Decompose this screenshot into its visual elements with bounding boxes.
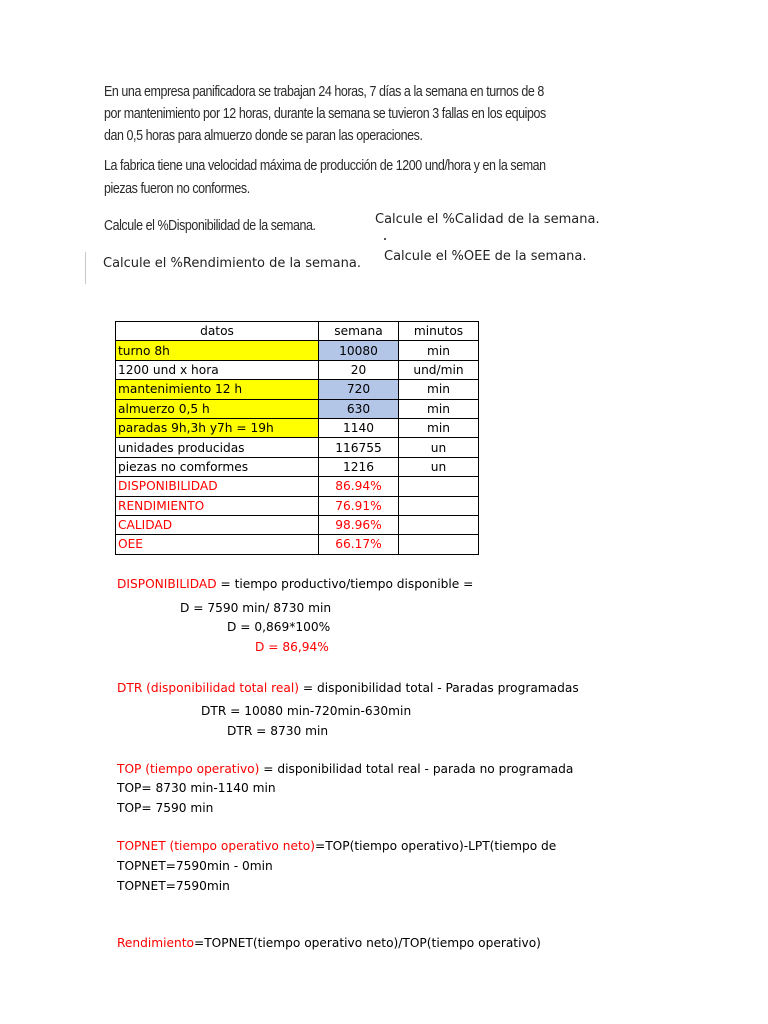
problem-statement — [104, 84, 546, 204]
disp-step-2: D = 0,869*100% — [227, 620, 331, 634]
topnet-definition: TOPNET (tiempo operativo neto)=TOP(tiempo operativo)-LPT(tiempo de — [117, 839, 557, 853]
row-unit: un — [399, 457, 479, 476]
row-unit: und/min — [399, 360, 479, 379]
row-label: 1200 und x hora — [116, 360, 319, 379]
table-row — [116, 438, 479, 457]
row-semana: 10080 — [319, 341, 399, 360]
disponibilidad-definition: DISPONIBILIDAD = tiempo productivo/tiempo disponible = — [117, 577, 474, 591]
row-label: RENDIMIENTO — [116, 496, 319, 515]
row-unit: min — [399, 399, 479, 418]
disp-result: D = 86,94% — [255, 640, 329, 654]
question-disponibilidad: Calcule el %Disponibilidad de la semana. — [104, 218, 316, 234]
topnet-step-2: TOPNET=7590min — [117, 879, 230, 893]
row-semana: 86.94% — [319, 477, 399, 496]
row-label: almuerzo 0,5 h — [116, 399, 319, 418]
row-label: OEE — [116, 535, 319, 554]
question-oee: Calcule el %OEE de la semana. — [384, 249, 587, 264]
table-row — [116, 360, 479, 379]
problem-line-1: En una empresa panificadora se trabajan 24 horas, 7 días a la semana en turnos de 8 — [104, 84, 544, 100]
table-row — [116, 496, 479, 515]
row-label: unidades producidas — [116, 438, 319, 457]
header-minutos: minutos — [399, 322, 479, 341]
table-header-row — [116, 322, 479, 341]
table-row — [116, 341, 479, 360]
rendimiento-term: Rendimiento — [117, 936, 194, 950]
row-label: DISPONIBILIDAD — [116, 477, 319, 496]
problem-line-2: por mantenimiento por 12 horas, durante la semana se tuvieron 3 fallas en los equipos — [104, 106, 546, 122]
table-row — [116, 418, 479, 437]
row-unit — [399, 515, 479, 534]
row-semana: 98.96% — [319, 515, 399, 534]
row-unit: min — [399, 418, 479, 437]
table-row — [116, 399, 479, 418]
dtr-definition: DTR (disponibilidad total real) = disponibilidad total - Paradas programadas — [117, 681, 579, 695]
rendimiento-definition: Rendimiento=TOPNET(tiempo operativo neto)/TOP(tiempo operativo) — [117, 936, 541, 950]
problem-line-3: dan 0,5 horas para almuerzo donde se paran las operaciones. — [104, 128, 423, 144]
row-semana: 1216 — [319, 457, 399, 476]
row-unit: min — [399, 341, 479, 360]
row-unit — [399, 535, 479, 554]
dtr-term: DTR (disponibilidad total real) — [117, 681, 300, 695]
header-datos: datos — [116, 322, 319, 341]
row-semana: 116755 — [319, 438, 399, 457]
row-unit — [399, 477, 479, 496]
data-table — [115, 321, 479, 555]
topnet-step-1: TOPNET=7590min - 0min — [117, 859, 273, 873]
row-semana: 720 — [319, 380, 399, 399]
table-row — [116, 380, 479, 399]
row-label: paradas 9h,3h y7h = 19h — [116, 418, 319, 437]
row-unit — [399, 496, 479, 515]
top-step-1: TOP= 8730 min-1140 min — [117, 781, 276, 795]
table-row — [116, 457, 479, 476]
header-semana: semana — [319, 322, 399, 341]
problem-line-4: La fabrica tiene una velocidad máxima de producción de 1200 und/hora y en la seman — [104, 158, 546, 174]
table-row — [116, 515, 479, 534]
dtr-step-2: DTR = 8730 min — [227, 724, 329, 738]
disponibilidad-term: DISPONIBILIDAD — [117, 577, 217, 591]
row-unit: un — [399, 438, 479, 457]
question-rendimiento: Calcule el %Rendimiento de la semana. — [103, 256, 361, 271]
topnet-term: TOPNET (tiempo operativo neto) — [117, 839, 315, 853]
row-label: turno 8h — [116, 341, 319, 360]
table-row — [116, 535, 479, 554]
top-definition: TOP (tiempo operativo) = disponibilidad total real - parada no programada — [117, 762, 574, 776]
dtr-step-1: DTR = 10080 min-720min-630min — [201, 704, 412, 718]
row-semana: 76.91% — [319, 496, 399, 515]
crop-line — [85, 252, 86, 284]
row-semana: 630 — [319, 399, 399, 418]
disp-step-1: D = 7590 min/ 8730 min — [180, 601, 332, 615]
top-step-2: TOP= 7590 min — [117, 801, 214, 815]
problem-line-5: piezas fueron no conformes. — [104, 181, 250, 197]
row-label: CALIDAD — [116, 515, 319, 534]
row-label: mantenimiento 12 h — [116, 380, 319, 399]
row-label: piezas no comformes — [116, 457, 319, 476]
question-calidad: Calcule el %Calidad de la semana. — [375, 212, 600, 227]
table-row — [116, 477, 479, 496]
row-semana: 20 — [319, 360, 399, 379]
row-unit: min — [399, 380, 479, 399]
row-semana: 1140 — [319, 418, 399, 437]
stray-dot — [384, 238, 386, 240]
row-semana: 66.17% — [319, 535, 399, 554]
top-term: TOP (tiempo operativo) — [117, 762, 260, 776]
